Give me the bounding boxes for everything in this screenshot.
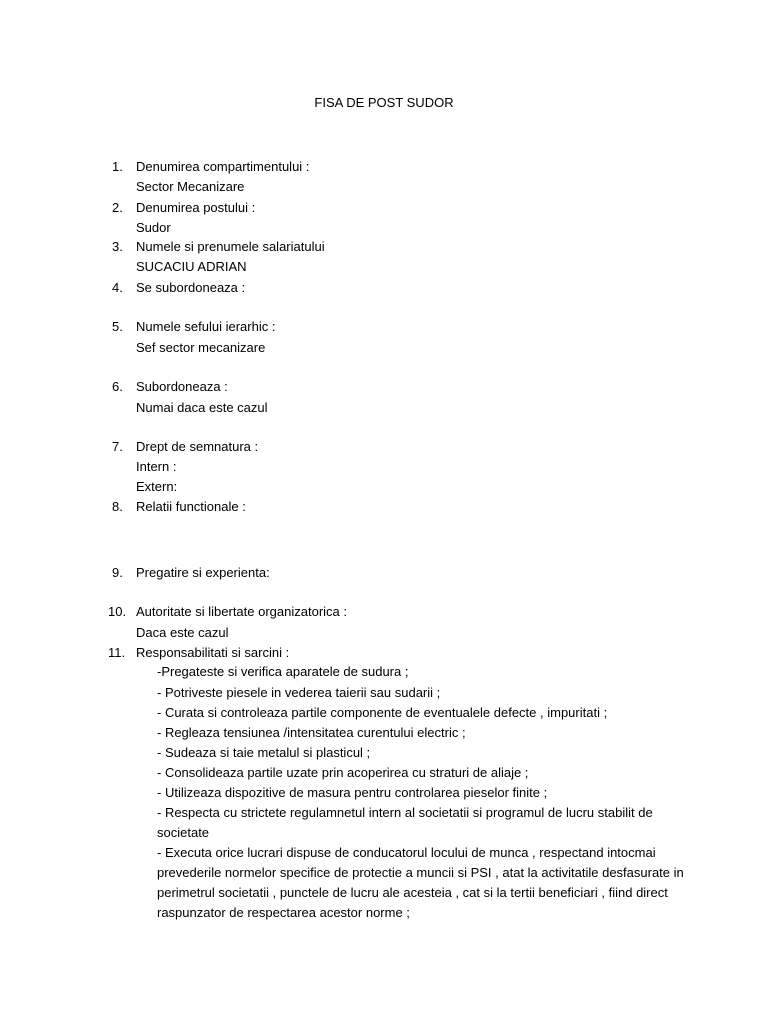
responsibility-text: perimetrul societatii , punctele de lucru ale acesteia , cat si la tertii beneficiari , fiind direct (157, 885, 668, 900)
item-label: Subordoneaza : (136, 379, 228, 394)
responsibility-text: - Respecta cu strictete regulamnetul intern al societatii si programul de lucru stabilit de (157, 805, 653, 820)
item-value-text: Daca este cazul (136, 625, 229, 640)
item-number: 8. (112, 499, 123, 514)
item-number: 2. (112, 200, 123, 215)
page-title: FISA DE POST SUDOR (314, 95, 454, 110)
responsibility-text: - Curata si controleaza partile componente de eventualele defecte , impuritati ; (157, 705, 608, 720)
item-number: 1. (112, 159, 123, 174)
item-label: Autoritate si libertate organizatorica : (136, 604, 347, 619)
item-number: 6. (112, 379, 123, 394)
item-number: 7. (112, 439, 123, 454)
item-label: Numele si prenumele salariatului (136, 239, 325, 254)
item-value-text: Sef sector mecanizare (136, 340, 266, 355)
responsibility-text: - Sudeaza si taie metalul si plasticul ; (157, 745, 371, 760)
responsibility-text: - Potriveste piesele in vederea taierii sau sudarii ; (157, 685, 441, 700)
item-label: Relatii functionale : (136, 499, 246, 514)
item-number: 4. (112, 280, 123, 295)
item-label: Pregatire si experienta: (136, 565, 270, 580)
item-label: Drept de semnatura : (136, 439, 259, 454)
responsibility-text: societate (157, 825, 210, 840)
item-number: 11. (108, 645, 126, 660)
responsibility-text: prevederile normelor specifice de protectie a muncii si PSI , atat la activitatile desfasurate in (157, 865, 684, 880)
item-value-text: SUCACIU ADRIAN (136, 259, 247, 274)
item-value-text: Numai daca este cazul (136, 400, 268, 415)
item-label: Denumirea postului : (136, 200, 256, 215)
item-label: Numele sefului ierarhic : (136, 319, 276, 334)
item-value-text: Sudor (136, 220, 171, 235)
responsibility-text: raspunzator de respectarea acestor norme ; (157, 905, 410, 920)
responsibility-text: - Executa orice lucrari dispuse de conducatorul locului de munca , respectand intocmai (157, 845, 656, 860)
item-value-text: Intern : (136, 459, 177, 474)
item-number: 10. (108, 604, 127, 619)
item-number: 3. (112, 239, 123, 254)
item-number: 9. (112, 565, 123, 580)
item-value-text: Sector Mecanizare (136, 179, 245, 194)
item-value-text: Extern: (136, 479, 178, 494)
responsibility-text: - Regleaza tensiunea /intensitatea curentului electric ; (157, 725, 466, 740)
responsibility-text: - Consolideaza partile uzate prin acoperirea cu straturi de aliaje ; (157, 765, 529, 780)
item-label: Denumirea compartimentului : (136, 159, 310, 174)
item-number: 5. (112, 319, 123, 334)
responsibility-text: - Utilizeaza dispozitive de masura pentru controlarea pieselor finite ; (157, 785, 548, 800)
item-label: Responsabilitati si sarcini : (136, 645, 290, 660)
item-label: Se subordoneaza : (136, 280, 246, 295)
responsibility-text: -Pregateste si verifica aparatele de sudura ; (157, 664, 409, 679)
